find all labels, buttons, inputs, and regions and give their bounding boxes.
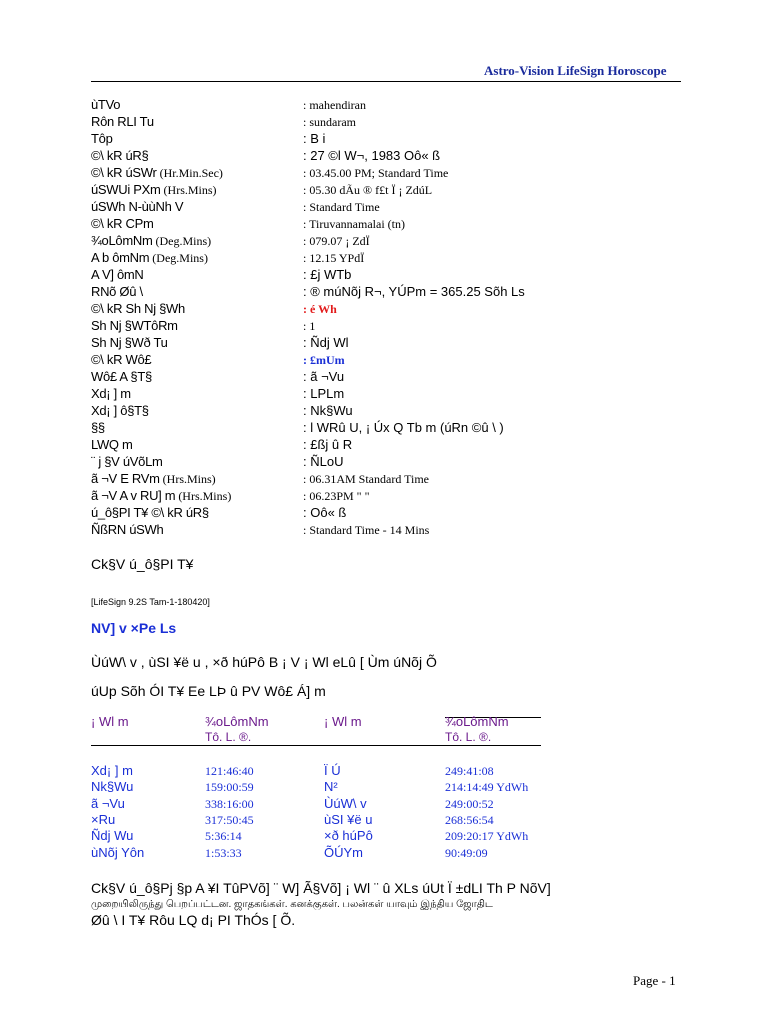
detail-value: : ® múNõj R¬, YÚPm = 365.25 Sõh Ls — [303, 284, 525, 299]
navagraha-heading: NV] v ×Pe Ls — [91, 620, 177, 636]
detail-value: : 12.15 YPdÏ — [303, 251, 365, 265]
detail-label-text: ©\ kR Wô£ — [91, 352, 152, 367]
detail-value: : ã ¬Vu — [303, 369, 345, 384]
table-row — [0, 796, 768, 812]
detail-value: : £ßj û R — [303, 437, 353, 452]
detail-value: : 05.30 dÃu ® f£t Ï ¡ ZdúL — [303, 183, 433, 197]
detail-label-text: LWQ m — [91, 437, 133, 452]
detail-label-text: RNõ Øû \ — [91, 284, 143, 299]
detail-label-text: ¨ j §V úVõLm — [91, 454, 163, 469]
detail-label-unit: (Hrs.Mins) — [175, 489, 232, 503]
table-row — [0, 779, 768, 795]
detail-label — [91, 284, 143, 299]
detail-label-text: ©\ kR Sh Nj §Wh — [91, 301, 185, 316]
detail-label — [91, 233, 211, 249]
planet-name: Nk§Wu — [91, 779, 134, 795]
detail-label-text: ©\ kR CPm — [91, 216, 154, 231]
detail-value: : Tiruvannamalai (tn) — [303, 217, 405, 231]
detail-label-text: ã ¬V E RVm — [91, 471, 160, 486]
planet-longitude: 159:00:59 — [205, 780, 254, 795]
detail-label-unit: (Hrs.Mins) — [159, 472, 216, 486]
planet-name: ×Ru — [91, 811, 116, 827]
paragraph-1: ÙúW\ v , ùSI ¥ë u , ×ð húPô B ¡ V ¡ Wl eLû [ Ùm úNõj Õ — [91, 654, 437, 670]
header-divider — [91, 81, 681, 82]
detail-label-text: Wô£ A §T§ — [91, 369, 152, 384]
detail-value: : l WRû U, ¡ Úx Q Tb m (úRn ©û \ ) — [303, 420, 504, 435]
detail-label — [91, 148, 148, 163]
detail-label — [91, 216, 154, 231]
detail-label-text: Xd¡ ] m — [91, 386, 131, 401]
detail-label — [91, 471, 216, 487]
planet-name: ÙúW\ v — [324, 795, 367, 811]
detail-label-text: ¾oLômNm — [91, 233, 153, 248]
detail-value: : 1 — [303, 319, 316, 333]
planet-longitude: 317:50:45 — [205, 812, 254, 827]
detail-label — [91, 182, 217, 198]
detail-label-text: ùTVo — [91, 97, 121, 112]
planet-longitude: 90:49:09 — [445, 845, 488, 860]
detail-value: : Nk§Wu — [303, 403, 353, 418]
detail-label-text: Sh Nj §WTôRm — [91, 318, 178, 333]
detail-label — [91, 454, 163, 469]
detail-label — [91, 250, 208, 266]
planet-name: ùSI ¥ë u — [324, 811, 373, 827]
detail-value: : sundaram — [303, 115, 356, 129]
detail-label-text: úSWUi PXm — [91, 182, 161, 197]
detail-value: : ÑLoU — [303, 454, 344, 469]
detail-label — [91, 522, 163, 537]
detail-label-text: Tôp — [91, 131, 113, 146]
planet-longitude: 121:46:40 — [205, 764, 254, 778]
detail-label-text: §§ — [91, 420, 105, 435]
detail-label — [91, 420, 105, 435]
detail-label — [91, 301, 185, 316]
detail-label — [91, 114, 154, 129]
detail-label — [91, 165, 223, 181]
detail-value: : 06.23PM " " — [303, 489, 370, 503]
detail-label-text: Sh Nj §Wð Tu — [91, 335, 168, 350]
detail-value: : £mUm — [303, 353, 345, 367]
table-row — [0, 812, 768, 828]
planet-longitude: 249:41:08 — [445, 764, 494, 778]
planet-longitude: 249:00:52 — [445, 796, 494, 811]
table-subheader-2: Tô. L. ®. — [445, 730, 492, 744]
detail-label-text: A b ômNm — [91, 250, 150, 265]
section-heading: Ck§V ú_ô§PI T¥ — [91, 556, 194, 572]
planet-longitude: 1:53:33 — [205, 845, 242, 860]
detail-label-unit: (Hrs.Mins) — [160, 183, 217, 197]
planet-longitude: 338:16:00 — [205, 796, 254, 811]
detail-value: : B i — [303, 131, 326, 146]
table-header-longitude-1: ¾oLômNm — [205, 714, 269, 729]
detail-label — [91, 437, 133, 452]
detail-label — [91, 386, 131, 401]
detail-label-text: A V] ômN — [91, 267, 144, 282]
detail-label — [91, 369, 152, 384]
detail-value: : 03.45.00 PM; Standard Time — [303, 166, 449, 180]
planet-name: Xd¡ ] m — [91, 763, 133, 778]
detail-label-text: Rôn RLI Tu — [91, 114, 154, 129]
detail-label — [91, 199, 183, 214]
planet-name: ÕÚYm — [324, 844, 363, 860]
detail-label-text: ú_ô§PI T¥ ©\ kR úR§ — [91, 505, 209, 520]
version-label: [LifeSign 9.2S Tam-1-180420] — [91, 597, 210, 607]
document-header-title: Astro-Vision LifeSign Horoscope — [484, 63, 667, 78]
detail-value: : Standard Time - 14 Mins — [303, 523, 430, 537]
detail-label-text: ÑßRN úSWh — [91, 522, 164, 537]
detail-label-text: úSWh N-ùùNh V — [91, 199, 184, 214]
planet-name: N² — [324, 779, 338, 795]
planet-longitude: 5:36:14 — [205, 829, 242, 844]
detail-label — [91, 352, 151, 367]
table-header-rule — [91, 745, 541, 746]
detail-label-text: ©\ kR úSWr — [91, 165, 157, 180]
table-subheader-1: Tô. L. ®. — [205, 730, 252, 744]
detail-label-unit: (Hr.Min.Sec) — [156, 166, 223, 180]
detail-value: : 079.07 ¡ ZdÏ — [303, 234, 370, 248]
detail-label-unit: (Deg.Mins) — [152, 234, 212, 248]
detail-label-unit: (Deg.Mins) — [149, 251, 208, 265]
detail-value: : £j WTb — [303, 267, 352, 282]
planet-longitude: 209:20:17 YdWh — [445, 829, 529, 844]
planet-name: Ñdj Wu — [91, 828, 134, 844]
note-line-1: Ck§V ú_ô§Pj §p A ¥I TûPVõ] ¨ W] Ã§Võ] ¡ Wl ¨ û XLs úUt Ï ±dLI Th P NõV] — [91, 880, 551, 896]
paragraph-2: úUp Sõh ÓI T¥ Ee LÞ û PV Wô£ Á] m — [91, 683, 326, 699]
detail-label-text: ©\ kR úR§ — [91, 148, 149, 163]
table-row — [0, 828, 768, 844]
detail-label — [91, 131, 113, 146]
planet-name: ùNõj Yôn — [91, 844, 145, 860]
table-header-planet-2: ¡ Wl m — [324, 714, 362, 729]
detail-label — [91, 335, 168, 350]
detail-value: : Standard Time — [303, 200, 380, 214]
planet-longitude: 214:14:49 YdWh — [445, 780, 529, 795]
detail-value: : 27 ©l W¬, 1983 Oô« ß — [303, 148, 441, 163]
planet-name: ã ¬Vu — [91, 795, 125, 811]
detail-value: : 06.31AM Standard Time — [303, 472, 430, 486]
table-row — [0, 845, 768, 861]
note-line-3: Øû \ I T¥ Rôu LQ d¡ PI ThÓs [ Õ. — [91, 912, 296, 928]
detail-label — [91, 318, 178, 333]
detail-label-text: ã ¬V A v RU] m — [91, 488, 176, 503]
page-number: Page - 1 — [633, 973, 676, 988]
table-header-longitude-2: ¾oLômNm — [445, 714, 509, 729]
detail-label — [91, 488, 231, 504]
detail-label-text: Xd¡ ] ô§T§ — [91, 403, 149, 418]
detail-value: : Oô« ß — [303, 505, 347, 520]
planet-longitude: 268:56:54 — [445, 812, 494, 827]
detail-label — [91, 403, 149, 418]
detail-value: : Ñdj Wl — [303, 335, 349, 350]
table-row — [0, 763, 768, 779]
detail-label — [91, 505, 209, 520]
detail-label — [91, 267, 144, 282]
detail-value: : LPLm — [303, 386, 345, 401]
table-header-planet-1: ¡ Wl m — [91, 714, 129, 729]
detail-value: : mahendiran — [303, 98, 366, 112]
detail-value: : é Wh — [303, 302, 337, 316]
planet-name: Ï Ú — [324, 763, 341, 778]
detail-label — [91, 97, 120, 112]
note-line-2: முறையிலிருந்து பெறப்பட்டன. ஜாதகங்கள். கனக்குகள். பலன்கள் யாவும் இந்திய ஜோதிட — [91, 899, 493, 910]
planet-name: ×ð húPô — [324, 828, 373, 844]
